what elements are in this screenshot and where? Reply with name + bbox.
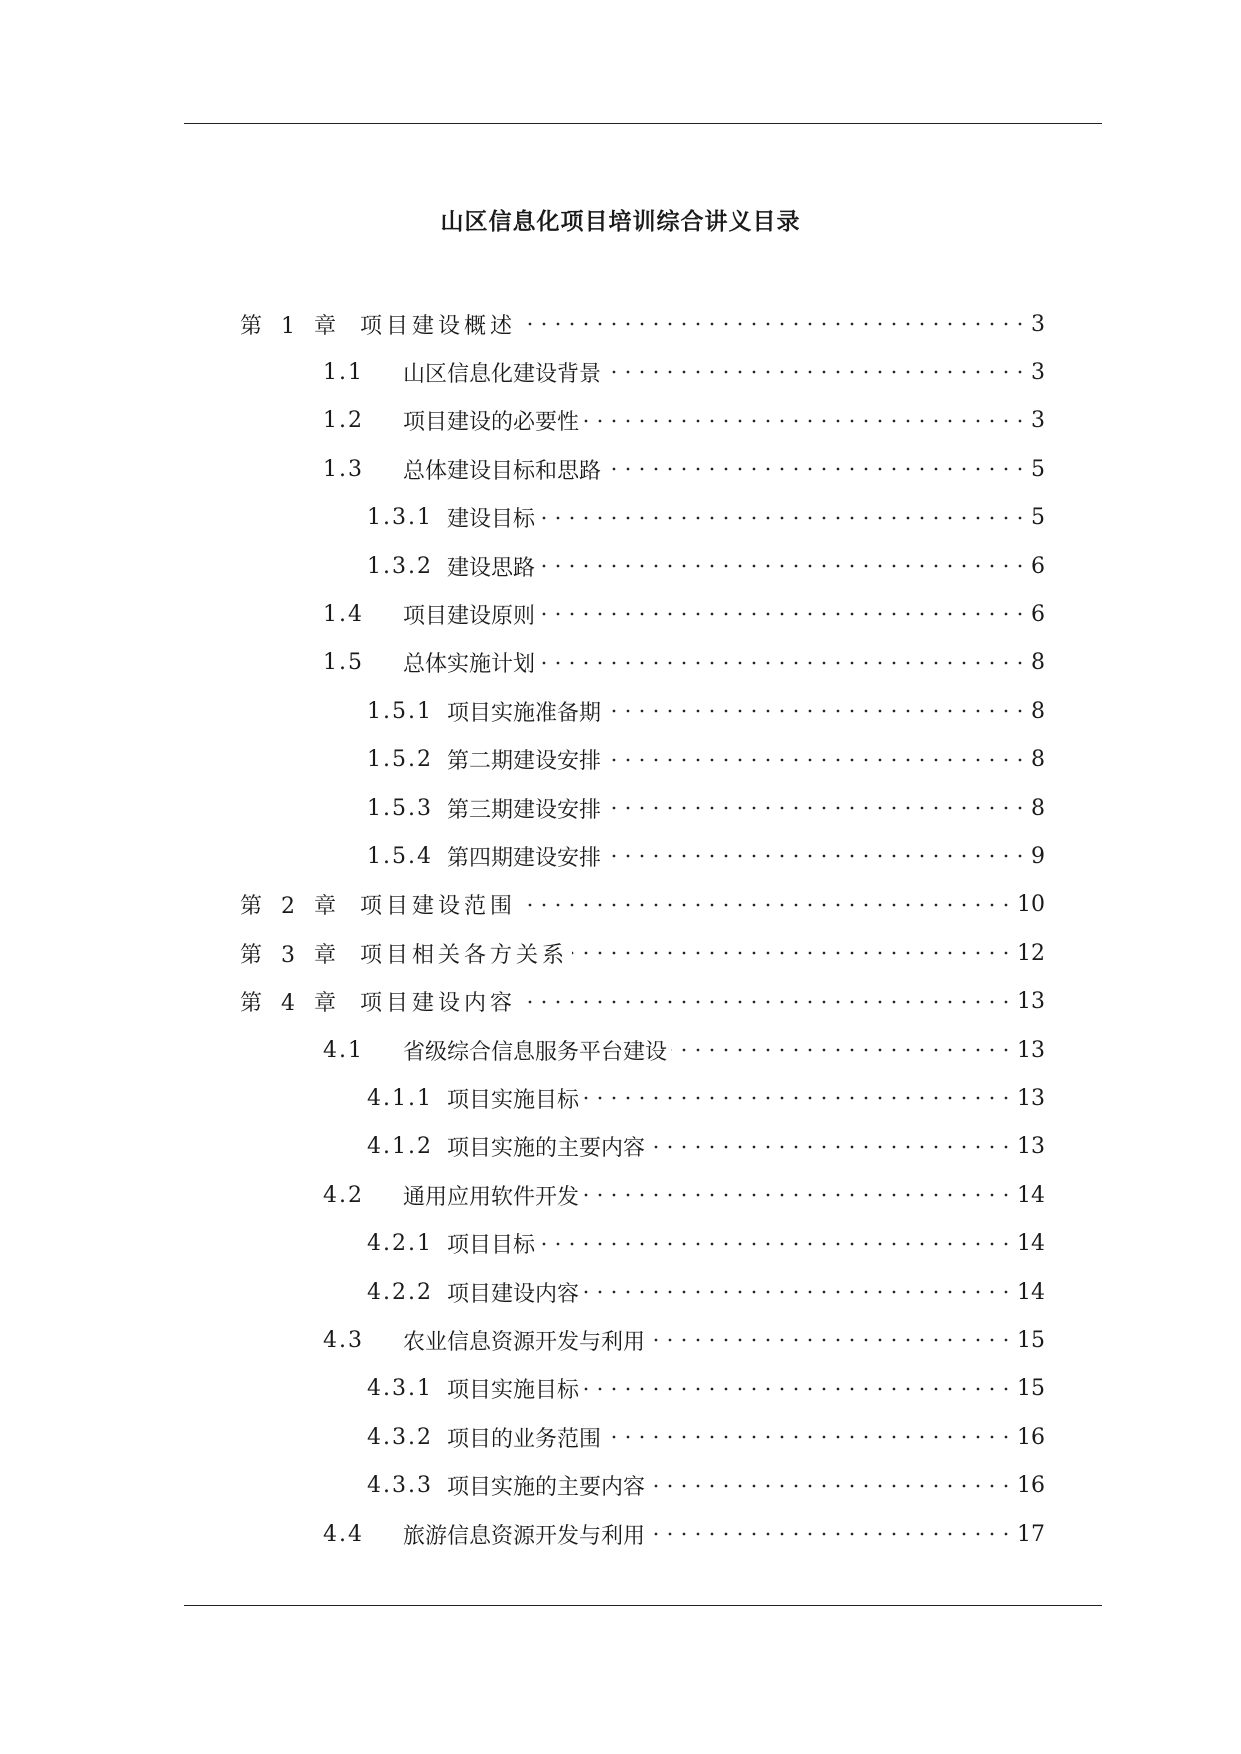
toc-entry[interactable] — [367, 542, 1045, 590]
toc-entry[interactable] — [367, 494, 1045, 542]
toc-entry[interactable] — [323, 445, 1045, 493]
toc-entry-number: 1.5.2 — [367, 747, 433, 773]
toc-dot-leader — [572, 943, 1013, 963]
toc-entry-number: 第 1 章 — [240, 313, 342, 339]
toc-entry-number: 4.4 — [323, 1521, 364, 1547]
toc-dot-leader — [605, 846, 1027, 866]
toc-dot-leader — [583, 1088, 1013, 1108]
toc-dot-leader — [605, 750, 1027, 770]
toc-entry-page: 3 — [1031, 311, 1045, 337]
footer-rule — [184, 1605, 1102, 1606]
toc-entry-number: 1.5 — [323, 650, 364, 676]
toc-entry-label: 项目实施准备期 — [447, 700, 602, 726]
toc-entry-page: 12 — [1017, 940, 1045, 966]
toc-entry-label: 项目实施的主要内容 — [447, 1136, 646, 1162]
toc-entry[interactable] — [323, 1510, 1045, 1558]
toc-entry-number: 第 3 章 — [240, 942, 342, 968]
toc-entry-page: 16 — [1017, 1473, 1045, 1499]
page-title: 山区信息化项目培训综合讲义目录 — [440, 208, 801, 235]
toc-entry-page: 9 — [1031, 843, 1045, 869]
toc-entry-label: 山区信息化建设背景 — [403, 361, 602, 387]
toc-entry-number: 4.3 — [323, 1327, 364, 1353]
toc-dot-leader — [539, 556, 1027, 576]
toc-entry-number: 第 4 章 — [240, 991, 342, 1017]
toc-entry-label: 省级综合信息服务平台建设 — [403, 1039, 668, 1065]
toc-entry-label: 总体实施计划 — [403, 652, 536, 678]
toc-entry-page: 5 — [1031, 505, 1045, 531]
toc-entry[interactable] — [367, 1462, 1045, 1510]
toc-entry-page: 13 — [1017, 1134, 1045, 1160]
toc-entry-label: 第二期建设安排 — [447, 749, 602, 775]
toc-entry-page: 17 — [1017, 1521, 1045, 1547]
toc-dot-leader — [649, 1476, 1013, 1496]
toc-entry-page: 3 — [1031, 408, 1045, 434]
toc-entry-label: 项目的业务范围 — [447, 1426, 602, 1452]
toc-entry-number: 1.3 — [323, 456, 364, 482]
toc-entry-number: 4.1.2 — [367, 1134, 433, 1160]
toc-dot-leader — [520, 895, 1013, 915]
toc-entry-label: 项目建设内容 — [447, 1281, 580, 1307]
toc-dot-leader — [539, 1234, 1013, 1254]
toc-entry-number: 4.3.3 — [367, 1473, 433, 1499]
toc-dot-leader — [649, 1524, 1013, 1544]
toc-entry-page: 8 — [1031, 795, 1045, 821]
toc-entry-label: 第四期建设安排 — [447, 845, 602, 871]
toc-entry[interactable] — [367, 784, 1045, 832]
toc-entry-number: 1.3.1 — [367, 505, 433, 531]
toc-entry-page: 13 — [1017, 1085, 1045, 1111]
toc-dot-leader — [583, 1379, 1013, 1399]
toc-entry-number: 1.5.3 — [367, 795, 433, 821]
header-rule — [184, 123, 1102, 124]
toc-dot-leader — [539, 604, 1027, 624]
toc-entry[interactable] — [367, 1268, 1045, 1316]
toc-dot-leader — [649, 1330, 1013, 1350]
toc-entry[interactable] — [323, 1026, 1045, 1074]
toc-dot-leader — [583, 1282, 1013, 1302]
toc-entry-page: 14 — [1017, 1182, 1045, 1208]
toc-entry-number: 1.5.1 — [367, 698, 433, 724]
toc-dot-leader — [605, 701, 1027, 721]
toc-entry-label: 农业信息资源开发与利用 — [403, 1329, 646, 1355]
toc-entry-page: 8 — [1031, 747, 1045, 773]
toc-entry[interactable] — [367, 1074, 1045, 1122]
toc-entry[interactable] — [240, 929, 1045, 977]
toc-entry-number: 1.2 — [323, 408, 364, 434]
toc-entry-number: 4.1 — [323, 1037, 364, 1063]
toc-entry-page: 16 — [1017, 1424, 1045, 1450]
toc-dot-leader — [539, 653, 1027, 673]
toc-dot-leader — [649, 1137, 1013, 1157]
toc-entry-number: 4.2.2 — [367, 1279, 433, 1305]
toc-entry-label: 项目目标 — [447, 1233, 536, 1259]
toc-entry-page: 13 — [1017, 989, 1045, 1015]
toc-entry-page: 13 — [1017, 1037, 1045, 1063]
toc-entry-number: 4.2.1 — [367, 1231, 433, 1257]
toc-entry[interactable] — [367, 1413, 1045, 1461]
toc-entry[interactable] — [323, 590, 1045, 638]
toc-entry[interactable] — [367, 832, 1045, 880]
toc-entry-label: 项目建设的必要性 — [403, 410, 580, 436]
toc-entry[interactable] — [367, 687, 1045, 735]
toc-entry-label: 建设思路 — [447, 555, 536, 581]
toc-entry[interactable] — [367, 1220, 1045, 1268]
toc-entry[interactable] — [323, 1171, 1045, 1219]
toc-dot-leader — [583, 1185, 1013, 1205]
toc-entry[interactable] — [323, 397, 1045, 445]
toc-entry[interactable] — [323, 348, 1045, 396]
toc-entry-page: 6 — [1031, 553, 1045, 579]
toc-dot-leader — [539, 508, 1027, 528]
toc-entry-label: 通用应用软件开发 — [403, 1184, 580, 1210]
toc-entry-number: 4.1.1 — [367, 1085, 433, 1111]
toc-entry-number: 1.1 — [323, 359, 364, 385]
toc-entry[interactable] — [323, 639, 1045, 687]
toc-entry-label: 项目建设概述 — [360, 313, 517, 339]
toc-entry[interactable] — [367, 1123, 1045, 1171]
toc-dot-leader — [605, 362, 1027, 382]
toc-entry-number: 4.3.1 — [367, 1376, 433, 1402]
toc-dot-leader — [605, 1427, 1013, 1447]
toc-entry-page: 14 — [1017, 1279, 1045, 1305]
toc-dot-leader — [583, 411, 1027, 431]
toc-entry[interactable] — [367, 736, 1045, 784]
toc-entry-page: 8 — [1031, 650, 1045, 676]
toc-entry-page: 14 — [1017, 1231, 1045, 1257]
toc-entry-label: 总体建设目标和思路 — [403, 458, 602, 484]
toc-entry[interactable] — [367, 1365, 1045, 1413]
toc-dot-leader — [671, 1040, 1013, 1060]
toc-entry[interactable] — [240, 978, 1045, 1026]
toc-entry-label: 项目实施目标 — [447, 1378, 580, 1404]
toc-entry-page: 3 — [1031, 359, 1045, 385]
toc-entry-number: 4.2 — [323, 1182, 364, 1208]
toc-entry[interactable] — [240, 881, 1045, 929]
toc-entry[interactable] — [323, 1316, 1045, 1364]
toc-entry-number: 1.4 — [323, 601, 364, 627]
toc-entry-number: 第 2 章 — [240, 894, 342, 920]
toc-entry-page: 8 — [1031, 698, 1045, 724]
toc-entry-label: 项目建设内容 — [360, 991, 517, 1017]
toc-entry-number: 1.5.4 — [367, 843, 433, 869]
toc-entry-label: 项目建设原则 — [403, 603, 536, 629]
toc-entry-label: 项目实施目标 — [447, 1087, 580, 1113]
toc-entry-page: 5 — [1031, 456, 1045, 482]
toc-entry-label: 项目实施的主要内容 — [447, 1475, 646, 1501]
toc-entry-page: 15 — [1017, 1376, 1045, 1402]
toc-dot-leader — [605, 798, 1027, 818]
toc-entry-label: 项目相关各方关系 — [360, 942, 569, 968]
toc-entry-label: 项目建设范围 — [360, 894, 517, 920]
toc-entry-page: 6 — [1031, 601, 1045, 627]
toc-dot-leader — [520, 992, 1013, 1012]
toc-dot-leader — [520, 314, 1027, 334]
toc-entry[interactable] — [240, 300, 1045, 348]
toc-entry-page: 10 — [1017, 892, 1045, 918]
toc-entry-label: 建设目标 — [447, 507, 536, 533]
toc-entry-page: 15 — [1017, 1327, 1045, 1353]
toc-entry-number: 4.3.2 — [367, 1424, 433, 1450]
toc-dot-leader — [605, 459, 1027, 479]
toc-entry-label: 旅游信息资源开发与利用 — [403, 1523, 646, 1549]
toc-entry-label: 第三期建设安排 — [447, 797, 602, 823]
toc-entry-number: 1.3.2 — [367, 553, 433, 579]
